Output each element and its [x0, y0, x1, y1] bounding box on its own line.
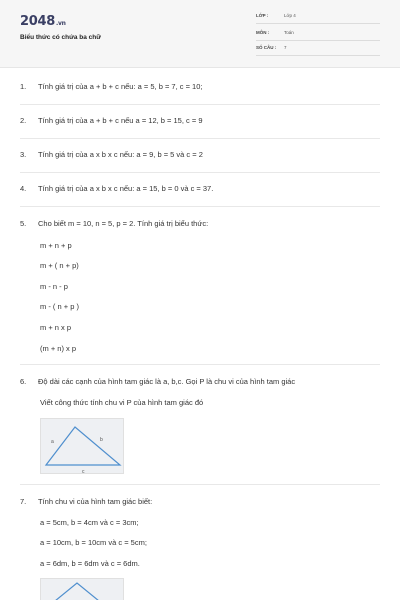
measurement-item: a = 6dm, b = 6dm và c = 6dm.: [40, 559, 140, 568]
worksheet-title: Biểu thức có chứa ba chữ: [20, 34, 101, 41]
expression-item: m + ( n + p): [40, 261, 79, 270]
divider: [20, 206, 380, 207]
triangle-figure: [40, 578, 124, 600]
question-text: Tính giá trị của a + b + c nếu: a = 5, b = 7, c = 10;: [38, 82, 203, 91]
question-text: Cho biết m = 10, n = 5, p = 2. Tính giá trị biểu thức:: [38, 219, 209, 228]
question-number: 4.: [20, 184, 27, 193]
worksheet-header: [0, 0, 400, 68]
meta-label: LỚP :: [256, 13, 269, 18]
meta-value: 7: [284, 45, 287, 50]
question-number: 1.: [20, 82, 27, 91]
side-label-c: c: [82, 469, 85, 474]
triangle-illustration: [41, 419, 124, 474]
meta-grade: [256, 10, 380, 24]
question-text: Tính giá trị của a x b x c nếu: a = 15, b = 0 và c = 37.: [38, 184, 214, 193]
measurement-item: a = 5cm, b = 4cm và c = 3cm;: [40, 518, 139, 527]
meta-subject: [256, 27, 380, 41]
triangle-figure: [40, 418, 124, 474]
expression-item: m + n + p: [40, 241, 72, 250]
meta-label: SỐ CÂU :: [256, 45, 277, 50]
meta-value: Toán: [284, 30, 294, 35]
divider: [20, 364, 380, 365]
expression-item: m + n x p: [40, 323, 72, 332]
question-number: 5.: [20, 219, 27, 228]
divider: [20, 484, 380, 485]
divider: [20, 172, 380, 173]
question-text: Độ dài các cạnh của hình tam giác là a, b,c. Gọi P là chu vi của hình tam giác: [38, 377, 296, 386]
meta-value: Lớp 4: [284, 13, 296, 18]
question-text: Tính giá trị của a x b x c nếu: a = 9, b = 5 và c = 2: [38, 150, 203, 159]
site-logo[interactable]: 2048.vn: [20, 14, 66, 29]
expression-item: m - ( n + p ): [40, 302, 79, 311]
side-label-a: a: [51, 439, 54, 445]
meta-question-count: [256, 42, 380, 56]
question-number: 7.: [20, 497, 27, 506]
divider: [20, 138, 380, 139]
divider: [20, 104, 380, 105]
question-number: 2.: [20, 116, 27, 125]
question-number: 3.: [20, 150, 27, 159]
meta-label: MÔN :: [256, 30, 270, 35]
measurement-item: a = 10cm, b = 10cm và c = 5cm;: [40, 538, 147, 547]
side-label-b: b: [100, 437, 103, 443]
expression-item: (m + n) x p: [40, 344, 77, 353]
question-text: Tính giá trị của a + b + c nếu a = 12, b = 15, c = 9: [38, 116, 203, 125]
question-text: Tính chu vi của hình tam giác biết:: [38, 497, 153, 506]
question-subtext: Viết công thức tính chu vi P của hình tam giác đó: [40, 398, 204, 407]
expression-item: m - n - p: [40, 282, 68, 291]
question-number: 6.: [20, 377, 27, 386]
triangle-illustration: [41, 579, 124, 600]
